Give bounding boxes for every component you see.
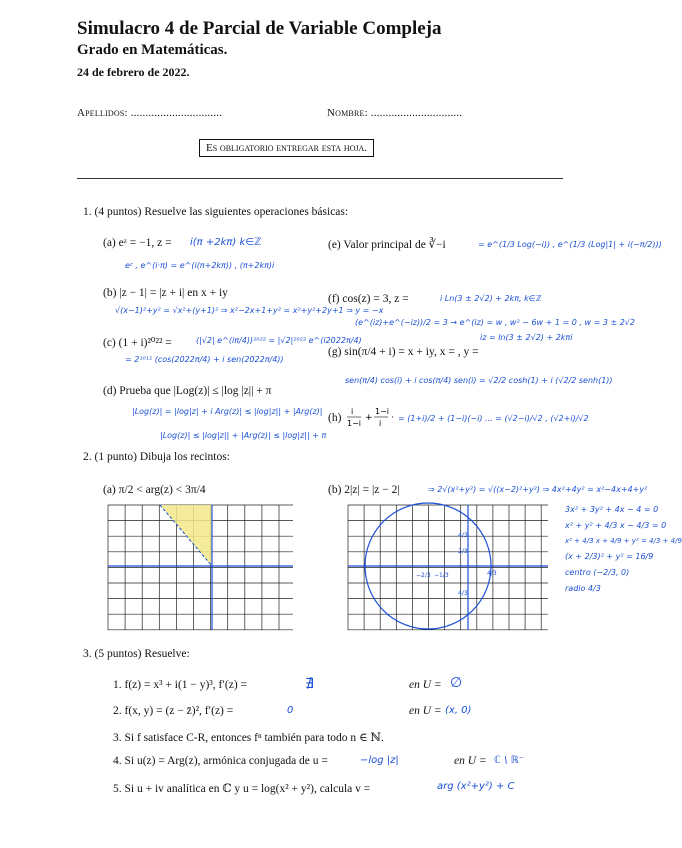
q2b-label: (b) 2|z| = |z − 2| <box>328 484 400 496</box>
q3-item-1: 1. f(z) = x³ + i(1 − y)³, f′(z) = <box>113 679 248 691</box>
svg-text:i: i <box>351 407 354 416</box>
q1f-answer: i Ln(3 ± 2√2) + 2kπ, k∈ℤ <box>440 294 542 303</box>
svg-text:·: · <box>391 413 394 423</box>
page-subtitle: Grado en Matemáticas. <box>77 42 228 58</box>
q3-item-1-domain: en U = <box>409 679 442 691</box>
page-title: Simulacro 4 de Parcial de Variable Compleja <box>77 18 442 39</box>
side-work-line: x² + 4/3 x + 4/9 + y² = 4/3 + 4/9 <box>565 537 682 545</box>
side-work-line: centro (−2/3, 0) <box>565 568 630 577</box>
q1e-label: (e) Valor principal de ∛−i <box>328 239 446 251</box>
surname-field: Apellidos: ............................... <box>77 107 223 119</box>
side-work-line: x² + y² + 4/3 x − 4/3 = 0 <box>565 521 667 530</box>
exam-date: 24 de febrero de 2022. <box>77 65 190 79</box>
q2a-label: (a) π/2 < arg(z) < 3π/4 <box>103 484 206 496</box>
q3-item-4: 4. Si u(z) = Arg(z), armónica conjugada de u = <box>113 755 328 767</box>
q1d-work-2: |Log(z)| ≤ |log|z|| + |Arg(z)| ≤ |log|z|| + π <box>160 431 327 440</box>
circle-label-6: 4/3 <box>458 590 468 597</box>
q1a-work: eᶻ , e^(i·π) = e^(i(π+2kπ)) , (π+2kπ)i <box>125 261 275 270</box>
side-work-line: radio 4/3 <box>565 584 601 593</box>
q1g-label: (g) sin(π/4 + i) = x + iy, x = , y = <box>328 346 479 358</box>
side-work-line: (x + 2/3)² + y² = 16/9 <box>565 552 654 561</box>
q3-item-5: 5. Si u + iv analítica en ℂ y u = log(x² + y²), calcula v = <box>113 783 371 795</box>
q3-heading: 3. (5 puntos) Resuelve: <box>83 648 190 660</box>
q1c-label: (c) (1 + i)²⁰²² = <box>103 337 172 349</box>
divider <box>77 178 563 179</box>
q1a-label: (a) eᶻ = −1, z = <box>103 237 172 249</box>
side-work <box>565 505 682 593</box>
circle-label-2: 2/3 <box>458 548 468 555</box>
q1d-work-1: |Log(z)| = |log|z| + i Arg(z)| ≤ |log|z|| + |Arg(z)| <box>132 407 323 416</box>
circle-label-3: −2/3 <box>416 572 431 579</box>
q1c-answer: (|√2| e^(iπ/4))²⁰²² = |√2|²⁰²² e^(i2022π/4) <box>196 336 362 345</box>
svg-text:1−i: 1−i <box>375 407 390 416</box>
q3-item-4-domain-answer: ℂ \ ℝ⁻ <box>494 755 524 766</box>
name-field: Nombre: ............................... <box>327 107 463 119</box>
q1-heading: 1. (4 puntos) Resuelve las siguientes operaciones básicas: <box>83 206 349 218</box>
drawing-grid <box>108 505 548 630</box>
q3-item-1-answer: ∄ <box>305 676 314 692</box>
q2b-work: ⇒ 2√(x²+y²) = √((x−2)²+y²) ⇒ 4x²+4y² = x²−4x+4+y² <box>428 485 648 494</box>
q3-item-2-domain: en U = <box>409 705 442 717</box>
circle-label-1: 4/3 <box>458 532 468 539</box>
q3-item-4-answer: −log |z| <box>360 755 399 766</box>
q1d-label: (d) Prueba que |Log(z)| ≤ |log |z|| + π <box>103 385 272 397</box>
q1g-work: sen(π/4) cos(i) + i cos(π/4) sen(i) = √2/2 cosh(1) + i (√2/2 senh(1)) <box>345 376 613 385</box>
q1f-work-2: iz = ln(3 ± 2√2) + 2kπi <box>480 333 573 342</box>
q3-item-1-domain-answer: ∅ <box>450 675 463 691</box>
q1b-work: √(x−1)²+y² = √x²+(y+1)² ⇒ x²−2x+1+y² = x²+y²+2y+1 ⇒ y = −x <box>115 306 384 315</box>
svg-text:1−i: 1−i <box>347 419 362 428</box>
q1c-work: = 2¹⁰¹¹ (cos(2022π/4) + i sen(2022π/4)) <box>125 355 284 364</box>
q1h-work: = (1+i)/2 + (1−i)(−i) ... = (√2−i)/√2 , (√2+i)/√2 <box>398 414 589 423</box>
q3-item-2: 2. f(x, y) = (z − z̄)², f′(z) = <box>113 705 234 717</box>
q1a-answer: i(π +2kπ) k∈ℤ <box>190 237 262 248</box>
side-work-line: 3x² + 3y² + 4x − 4 = 0 <box>565 505 659 514</box>
q3-item-3: 3. Si f satisface C-R, entonces fⁿ también para todo n ∈ ℕ. <box>113 732 384 744</box>
q1b-label: (b) |z − 1| = |z + i| en x + iy <box>103 287 228 299</box>
circle-label-5: 4/3 <box>487 570 497 577</box>
q3-item-2-answer: 0 <box>287 705 294 716</box>
q3-item-2-domain-answer: (x, 0) <box>445 705 472 716</box>
q1f-work-1: (e^(iz)+e^(−iz))/2 = 3 → e^(iz) = w , w² − 6w + 1 = 0 , w = 3 ± 2√2 <box>355 318 635 327</box>
q1h-label: (h) <box>328 412 342 424</box>
q3-item-5-answer: arg (x²+y²) + C <box>437 781 515 792</box>
svg-text:i: i <box>379 419 382 428</box>
notice-box: Es obligatorio entregar esta hoja. <box>199 139 374 157</box>
q1e-answer: = e^(1/3 Log(−i)) , e^(1/3 (Log|1| + i(−π/2))) <box>478 240 662 249</box>
circle-label-4: −1/3 <box>434 572 449 579</box>
q2-heading: 2. (1 punto) Dibuja los recintos: <box>83 451 230 463</box>
svg-text:+: + <box>365 413 373 423</box>
q1f-label: (f) cos(z) = 3, z = <box>328 293 409 305</box>
q3-item-4-domain: en U = <box>454 755 487 767</box>
